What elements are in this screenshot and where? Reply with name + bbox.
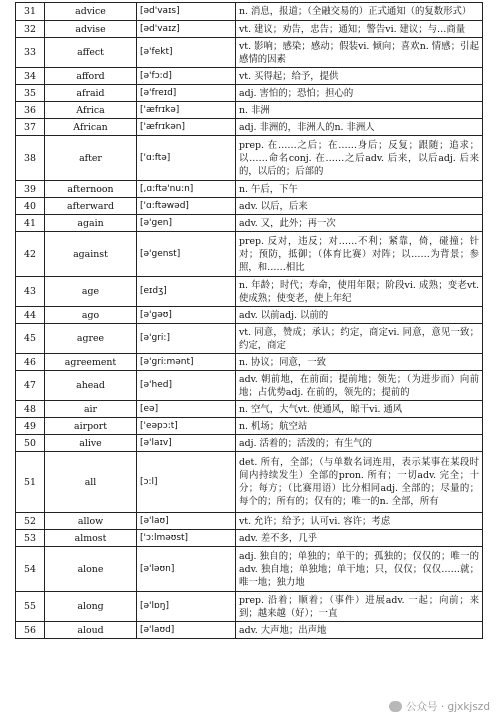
row-definition: n. 消息，报道；（全融交易的）正式通知（的复数形式） bbox=[236, 3, 483, 21]
row-definition: vt. 建议；劝告，忠告；通知；警告vi. 建议；与…商量 bbox=[236, 21, 483, 38]
row-number: 39 bbox=[16, 181, 45, 198]
table-row bbox=[16, 547, 483, 592]
row-number: 32 bbox=[16, 21, 45, 38]
table-row bbox=[16, 21, 483, 38]
row-phonetic: ['eəpɔ:t] bbox=[137, 418, 236, 435]
table-row bbox=[16, 136, 483, 181]
row-definition: adj. 活着的；活泼的；有生气的 bbox=[236, 435, 483, 452]
row-phonetic: ['ɑ:ftəwəd] bbox=[137, 198, 236, 215]
row-number: 41 bbox=[16, 215, 45, 232]
table-row bbox=[16, 198, 483, 215]
table-row bbox=[16, 371, 483, 401]
row-word: aloud bbox=[45, 622, 137, 639]
row-word: afraid bbox=[45, 85, 137, 102]
row-word: ahead bbox=[45, 371, 137, 401]
table-row bbox=[16, 3, 483, 21]
row-phonetic: [ə'gri:] bbox=[137, 324, 236, 354]
table-row bbox=[16, 418, 483, 435]
row-word: afterward bbox=[45, 198, 137, 215]
row-word: allow bbox=[45, 513, 137, 530]
row-definition: n. 年龄；时代；寿命，使用年限；阶段vi. 成熟；变老vt. 使成熟；使变老，使上年纪 bbox=[236, 277, 483, 307]
table-row bbox=[16, 513, 483, 530]
row-definition: vt. 买得起；给予，提供 bbox=[236, 68, 483, 85]
row-phonetic: [ə'gəʊ] bbox=[137, 307, 236, 324]
row-number: 38 bbox=[16, 136, 45, 181]
row-number: 56 bbox=[16, 622, 45, 639]
row-phonetic: [ə'genst] bbox=[137, 232, 236, 277]
row-word: African bbox=[45, 119, 137, 136]
row-phonetic: [ə'ləʊn] bbox=[137, 547, 236, 592]
table-row bbox=[16, 232, 483, 277]
row-phonetic: [ə'gen] bbox=[137, 215, 236, 232]
row-phonetic: [əd'vaɪz] bbox=[137, 21, 236, 38]
row-definition: adv. 又，此外；再一次 bbox=[236, 215, 483, 232]
row-number: 54 bbox=[16, 547, 45, 592]
row-definition: n. 非洲 bbox=[236, 102, 483, 119]
row-definition: prep. 反对，违反；对……不利；紧靠，倚，碰撞；针对；预防，抵御；（体育比赛）对阵；以……为背景；参照，和……相比 bbox=[236, 232, 483, 277]
row-definition: adv. 大声地；出声地 bbox=[236, 622, 483, 639]
row-number: 52 bbox=[16, 513, 45, 530]
row-number: 51 bbox=[16, 452, 45, 513]
row-definition: adj. 害怕的；恐怕；担心的 bbox=[236, 85, 483, 102]
row-phonetic: [eə] bbox=[137, 401, 236, 418]
row-number: 37 bbox=[16, 119, 45, 136]
table-row bbox=[16, 452, 483, 513]
table-row bbox=[16, 85, 483, 102]
row-number: 50 bbox=[16, 435, 45, 452]
table-row bbox=[16, 277, 483, 307]
row-word: alive bbox=[45, 435, 137, 452]
row-phonetic: ['æfrɪkən] bbox=[137, 119, 236, 136]
row-number: 40 bbox=[16, 198, 45, 215]
row-word: almost bbox=[45, 530, 137, 547]
table-row bbox=[16, 622, 483, 639]
row-word: airport bbox=[45, 418, 137, 435]
table-row bbox=[16, 592, 483, 622]
watermark bbox=[389, 699, 490, 714]
row-number: 33 bbox=[16, 38, 45, 68]
row-word: advice bbox=[45, 3, 137, 21]
row-word: agreement bbox=[45, 354, 137, 371]
row-phonetic: ['ɑ:ftə] bbox=[137, 136, 236, 181]
row-definition: adv. 以前adj. 以前的 bbox=[236, 307, 483, 324]
row-definition: det. 所有，全部；（与单数名词连用，表示某事在某段时间内持续发生）全部的pron. 所有；一切adv. 完全；十分；每方；（比赛用语）比分相同adj. 全部的；尽量的；每个的；所有的；仅有的；唯一的n. 全部，所有 bbox=[236, 452, 483, 513]
table-row bbox=[16, 401, 483, 418]
row-number: 47 bbox=[16, 371, 45, 401]
row-phonetic: [ə'gri:mənt] bbox=[137, 354, 236, 371]
row-definition: adv. 朝前地，在前面；提前地；领先；（为进步而）向前地；占优势adj. 在前的，领先的；提前的 bbox=[236, 371, 483, 401]
row-word: again bbox=[45, 215, 137, 232]
row-word: alone bbox=[45, 547, 137, 592]
row-number: 36 bbox=[16, 102, 45, 119]
vocabulary-table-body bbox=[16, 3, 483, 639]
row-definition: adj. 非洲的，非洲人的n. 非洲人 bbox=[236, 119, 483, 136]
row-phonetic: [eɪdʒ] bbox=[137, 277, 236, 307]
row-number: 48 bbox=[16, 401, 45, 418]
row-number: 53 bbox=[16, 530, 45, 547]
table-row bbox=[16, 119, 483, 136]
row-number: 31 bbox=[16, 3, 45, 21]
row-number: 35 bbox=[16, 85, 45, 102]
wechat-bubble-icon bbox=[389, 701, 402, 712]
row-definition: prep. 在……之后；在……身后；反复；跟随；追求；以……命名conj. 在……之后adv. 后来，以后adj. 后来的，以后的；后部的 bbox=[236, 136, 483, 181]
row-number: 55 bbox=[16, 592, 45, 622]
row-definition: adv. 以后，后来 bbox=[236, 198, 483, 215]
row-word: ago bbox=[45, 307, 137, 324]
table-row bbox=[16, 38, 483, 68]
table-row bbox=[16, 435, 483, 452]
row-word: age bbox=[45, 277, 137, 307]
row-phonetic: [ə'laʊd] bbox=[137, 622, 236, 639]
row-number: 34 bbox=[16, 68, 45, 85]
row-phonetic: ['ɔ:lməʊst] bbox=[137, 530, 236, 547]
row-phonetic: [ə'freɪd] bbox=[137, 85, 236, 102]
table-row bbox=[16, 68, 483, 85]
row-number: 46 bbox=[16, 354, 45, 371]
row-word: all bbox=[45, 452, 137, 513]
table-row bbox=[16, 307, 483, 324]
row-phonetic: [ə'fɔ:d] bbox=[137, 68, 236, 85]
row-word: after bbox=[45, 136, 137, 181]
row-definition: prep. 沿着；顺着；（事件）进展adv. 一起；向前；来到；越来越（好）；一直 bbox=[236, 592, 483, 622]
row-phonetic: [ɔ:l] bbox=[137, 452, 236, 513]
row-definition: n. 空气，大气vt. 使通风，晾干vi. 通风 bbox=[236, 401, 483, 418]
row-definition: n. 机场；航空站 bbox=[236, 418, 483, 435]
row-word: advise bbox=[45, 21, 137, 38]
row-definition: n. 午后，下午 bbox=[236, 181, 483, 198]
row-phonetic: [,ɑ:ftə'nu:n] bbox=[137, 181, 236, 198]
row-word: along bbox=[45, 592, 137, 622]
vocabulary-table bbox=[15, 2, 483, 639]
row-definition: vt. 同意，赞成；承认；约定，商定vi. 同意，意见一致；约定，商定 bbox=[236, 324, 483, 354]
row-number: 43 bbox=[16, 277, 45, 307]
row-number: 45 bbox=[16, 324, 45, 354]
row-word: air bbox=[45, 401, 137, 418]
row-definition: vt. 影响；感染；感动；假装vi. 倾向；喜欢n. 情感；引起感情的因素 bbox=[236, 38, 483, 68]
table-row bbox=[16, 324, 483, 354]
row-phonetic: ['æfrɪkə] bbox=[137, 102, 236, 119]
row-word: afternoon bbox=[45, 181, 137, 198]
row-phonetic: [ə'fekt] bbox=[137, 38, 236, 68]
table-row bbox=[16, 354, 483, 371]
row-phonetic: [ə'lɒŋ] bbox=[137, 592, 236, 622]
row-number: 42 bbox=[16, 232, 45, 277]
table-row bbox=[16, 102, 483, 119]
row-word: afford bbox=[45, 68, 137, 85]
row-phonetic: [ə'laɪv] bbox=[137, 435, 236, 452]
row-phonetic: [əd'vaɪs] bbox=[137, 3, 236, 21]
row-definition: adv. 差不多，几乎 bbox=[236, 530, 483, 547]
row-word: against bbox=[45, 232, 137, 277]
row-phonetic: [ə'laʊ] bbox=[137, 513, 236, 530]
row-phonetic: [ə'hed] bbox=[137, 371, 236, 401]
table-row bbox=[16, 215, 483, 232]
watermark-text: 公众号 · gjxkjszd bbox=[406, 701, 490, 713]
row-number: 44 bbox=[16, 307, 45, 324]
row-number: 49 bbox=[16, 418, 45, 435]
row-definition: adj. 独自的；单独的；单干的；孤独的；仅仅的；唯一的adv. 独自地；单独地；单干地；只，仅仅；仅仅……就；唯一地；独力地 bbox=[236, 547, 483, 592]
row-word: Africa bbox=[45, 102, 137, 119]
row-definition: n. 协议；同意，一致 bbox=[236, 354, 483, 371]
row-word: affect bbox=[45, 38, 137, 68]
table-row bbox=[16, 530, 483, 547]
table-row bbox=[16, 181, 483, 198]
row-definition: vt. 允许；给予；认可vi. 容许；考虑 bbox=[236, 513, 483, 530]
row-word: agree bbox=[45, 324, 137, 354]
